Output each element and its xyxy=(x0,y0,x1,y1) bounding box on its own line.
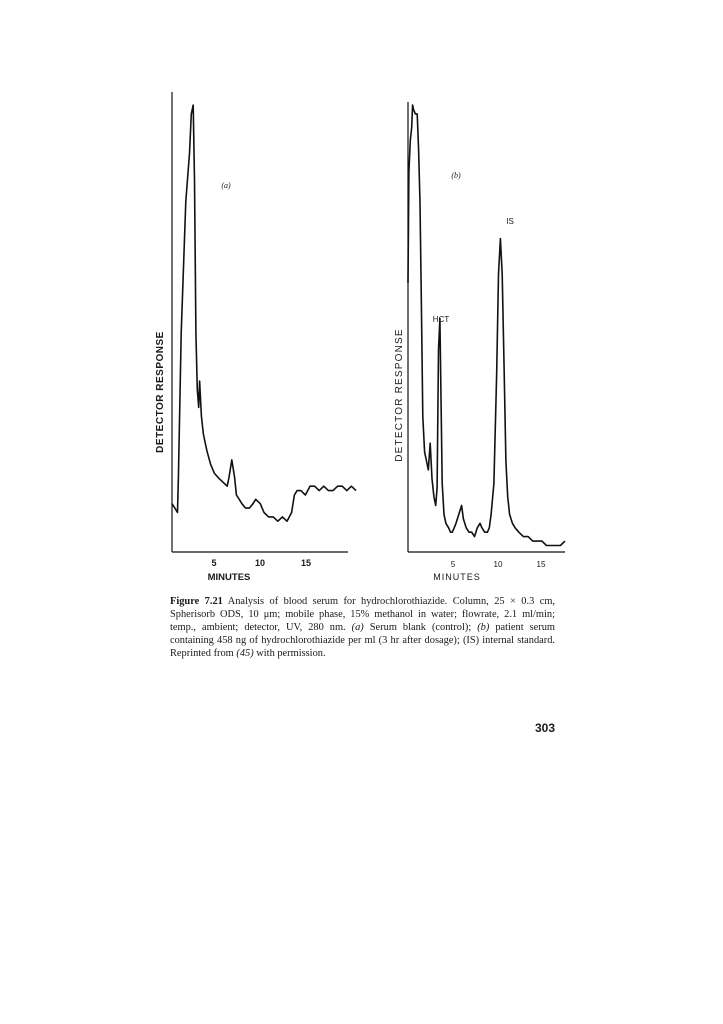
caption-marker-a: (a) xyxy=(351,622,364,633)
caption-text: with permission. xyxy=(253,648,326,659)
caption-text: Serum blank (control); xyxy=(363,622,478,633)
panel-label-b: (b) xyxy=(451,171,461,180)
figure-number: Figure 7.21 xyxy=(170,596,223,607)
x-tick-label: 15 xyxy=(300,558,312,568)
chromatogram-trace-a xyxy=(172,105,356,521)
y-axis-title-a: DETECTOR RESPONSE xyxy=(155,331,166,453)
x-tick-label: 10 xyxy=(493,560,503,569)
x-axis-title-b: MINUTES xyxy=(433,572,481,582)
x-tick-label: 15 xyxy=(536,560,546,569)
chart-panel-b xyxy=(394,102,565,582)
chart-panel-a xyxy=(155,92,356,583)
caption-text: Analysis of blood serum for hydrochlorothiazide. Column, 25 × 0.3 cm, Spherisorb ODS, 10 μm; mobile phase, 15% methanol in water; flowrate, 2.1 ml/min; temp., ambient; detector, UV, 280 nm. xyxy=(170,596,555,633)
x-axis-title-a: MINUTES xyxy=(207,572,251,583)
panel-label-a: (a) xyxy=(221,181,231,190)
caption-text: patient serum containing 458 ng of hydrochlorothiazide per ml (3 hr after dosage); (IS) internal standard. Reprinted from xyxy=(170,622,555,659)
peak-label-is: IS xyxy=(506,217,514,226)
x-tick-label: 5 xyxy=(450,560,456,569)
page-number: 303 xyxy=(534,721,555,735)
x-tick-label: 5 xyxy=(211,558,217,568)
y-axis-title-b: DETECTOR RESPONSE xyxy=(394,328,405,462)
figure-caption xyxy=(170,595,555,660)
caption-reference: (45) xyxy=(236,648,254,659)
caption-marker-b: (b) xyxy=(477,622,490,633)
chromatogram-trace-b xyxy=(408,105,565,546)
peak-label-hct: HCT xyxy=(432,315,450,324)
x-tick-label: 10 xyxy=(254,558,266,568)
